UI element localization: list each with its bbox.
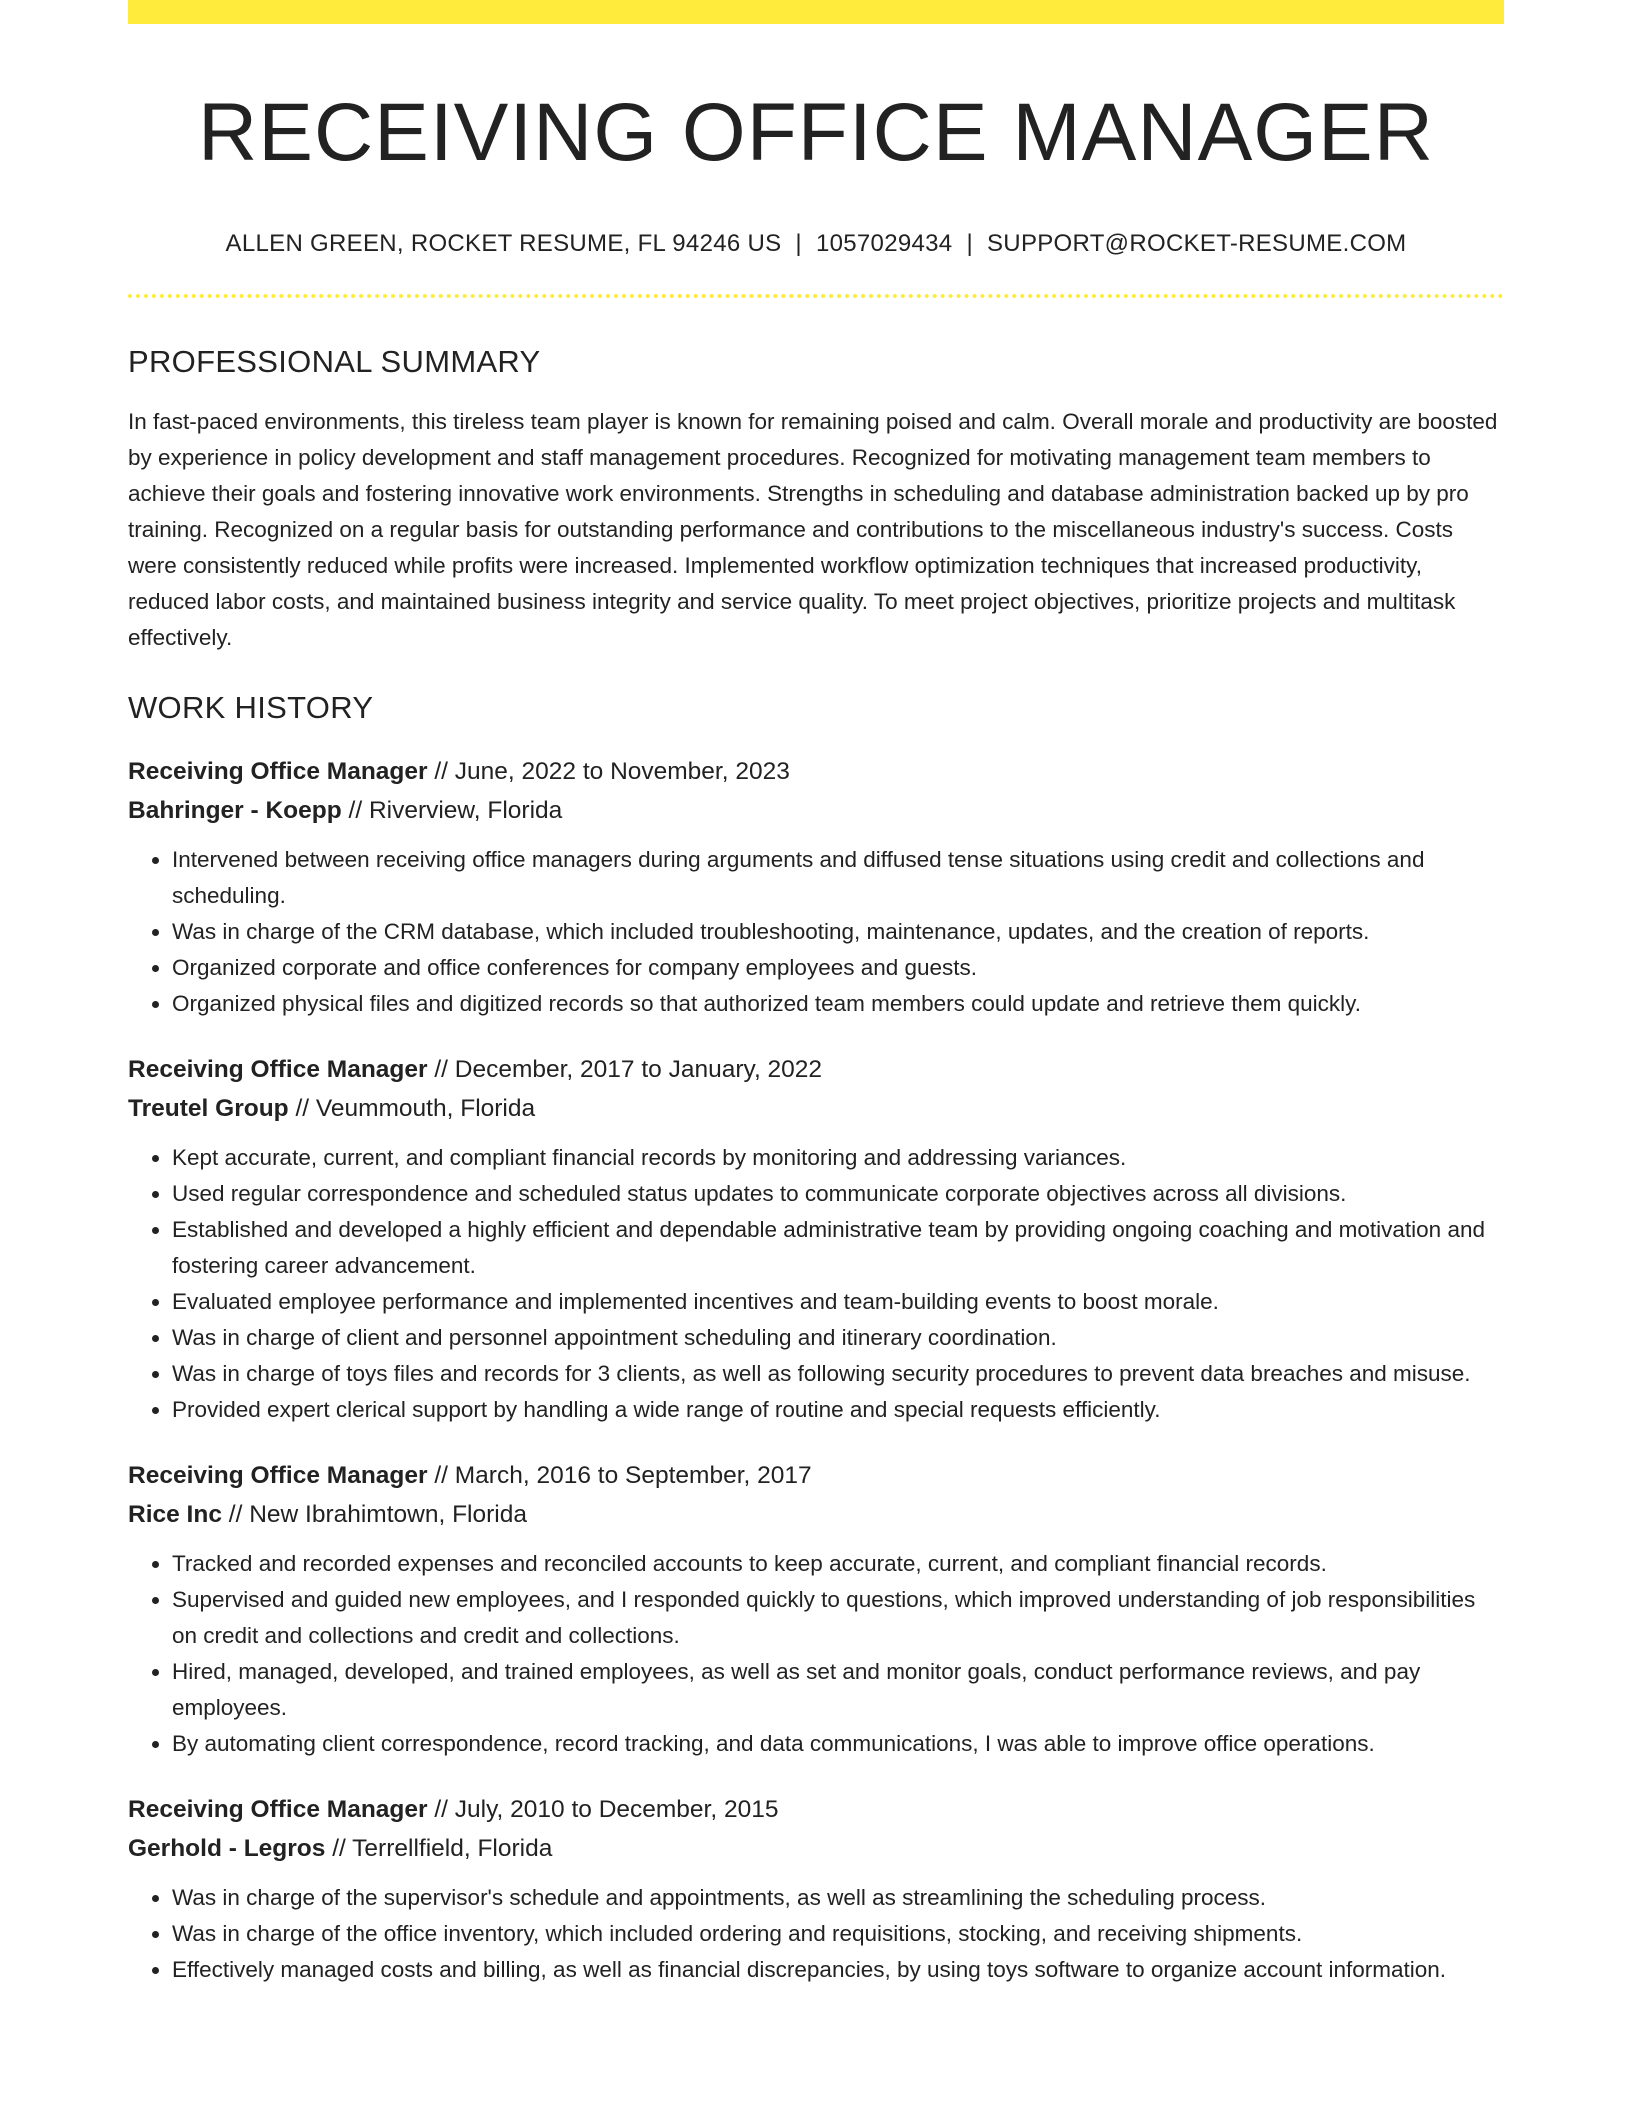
contact-phone: 1057029434: [815, 230, 953, 258]
job-company: Bahringer - Koepp: [128, 797, 342, 825]
job-dates: // July, 2010 to December, 2015: [427, 1796, 779, 1824]
job-company: Rice Inc: [128, 1501, 222, 1529]
dotted-divider: [128, 294, 1504, 298]
job-location: // Riverview, Florida: [341, 797, 563, 825]
job-bullet: • Established and developed a highly efficient and dependable administrative team by providing ongoing coaching and motivation and fostering career advancement.: [172, 1212, 1504, 1284]
summary-text: In fast-paced environments, this tireless team player is known for remaining poised and calm. Overall morale and productivity are boosted by experience in policy development and staff management procedures. Recognized for motivating management team members to achieve their goals and fostering innovative work environments. Strengths in scheduling and database administration backed up by pro training. Recognized on a regular basis for outstanding performance and contributions to the miscellaneous industry's success. Costs were consistently reduced while profits were increased. Implemented workflow optimization techniques that increased productivity, reduced labor costs, and maintained business integrity and service quality. To meet project objectives, prioritize projects and multitask effectively.: [128, 409, 1498, 651]
job-bullet: • Organized physical files and digitized records so that authorized team members could update and retrieve them quickly.: [172, 986, 1504, 1022]
job-dates: // March, 2016 to September, 2017: [427, 1462, 812, 1490]
job-bullet: • Was in charge of toys files and records for 3 clients, as well as following security procedures to prevent data breaches and misuse.: [172, 1356, 1504, 1392]
job-company-line: [128, 1089, 1504, 1128]
summary-heading: PROFESSIONAL SUMMARY: [128, 344, 541, 380]
job-title-line: [128, 1456, 1504, 1495]
job-bullet: • Provided expert clerical support by handling a wide range of routine and special requests efficiently.: [172, 1392, 1504, 1428]
work-history-heading: WORK HISTORY: [128, 690, 374, 726]
job-dates: // June, 2022 to November, 2023: [427, 758, 790, 786]
job-bullet: • Used regular correspondence and scheduled status updates to communicate corporate objectives across all divisions.: [172, 1176, 1504, 1212]
job-bullet: • Was in charge of the CRM database, which included troubleshooting, maintenance, updates, and the creation of reports.: [172, 914, 1504, 950]
job-entry: [128, 1050, 1504, 1428]
job-bullet: • Was in charge of the office inventory, which included ordering and requisitions, stocking, and receiving shipments.: [172, 1916, 1504, 1952]
job-location: // Terrellfield, Florida: [325, 1835, 553, 1863]
job-location: // New Ibrahimtown, Florida: [221, 1501, 527, 1529]
job-title-line: [128, 752, 1504, 791]
job-location: // Veummouth, Florida: [288, 1095, 536, 1123]
job-bullet: • Tracked and recorded expenses and reconciled accounts to keep accurate, current, and compliant financial records.: [172, 1546, 1504, 1582]
job-company: Treutel Group: [128, 1095, 289, 1123]
job-title-line: [128, 1790, 1504, 1829]
job-bullet: • Hired, managed, developed, and trained employees, as well as set and monitor goals, conduct performance reviews, and pay employees.: [172, 1654, 1504, 1726]
contact-address: ALLEN GREEN, ROCKET RESUME, FL 94246 US: [225, 230, 782, 258]
contact-line: [128, 230, 1504, 258]
contact-separator: |: [966, 230, 973, 258]
job-bullet: • Was in charge of the supervisor's schedule and appointments, as well as streamlining the scheduling process.: [172, 1880, 1504, 1916]
contact-email[interactable]: SUPPORT@ROCKET-RESUME.COM: [987, 230, 1407, 258]
job-bullet: • Evaluated employee performance and implemented incentives and team-building events to boost morale.: [172, 1284, 1504, 1320]
job-entry: [128, 1456, 1504, 1762]
job-title: Receiving Office Manager: [128, 1462, 428, 1490]
job-bullets: [128, 1140, 1504, 1428]
job-bullet: • Effectively managed costs and billing, as well as financial discrepancies, by using toys software to organize account information.: [172, 1952, 1504, 1988]
job-entry: [128, 752, 1504, 1022]
job-title-line: [128, 1050, 1504, 1089]
job-title: Receiving Office Manager: [128, 758, 428, 786]
job-company-line: [128, 1829, 1504, 1868]
job-dates: // December, 2017 to January, 2022: [427, 1056, 823, 1084]
job-title: Receiving Office Manager: [128, 1796, 428, 1824]
job-bullet: • Kept accurate, current, and compliant financial records by monitoring and addressing variances.: [172, 1140, 1504, 1176]
job-bullets: [128, 1546, 1504, 1762]
job-bullet: • Organized corporate and office conferences for company employees and guests.: [172, 950, 1504, 986]
job-company-line: [128, 1495, 1504, 1534]
resume-title: RECEIVING OFFICE MANAGER: [198, 87, 1434, 178]
resume-page: [128, 0, 1504, 1988]
job-company-line: [128, 791, 1504, 830]
contact-separator: |: [795, 230, 802, 258]
job-entry: [128, 1790, 1504, 1988]
job-bullet: • Intervened between receiving office managers during arguments and diffused tense situations using credit and collections and scheduling.: [172, 842, 1504, 914]
job-bullet: • Was in charge of client and personnel appointment scheduling and itinerary coordination.: [172, 1320, 1504, 1356]
job-company: Gerhold - Legros: [128, 1835, 326, 1863]
job-bullets: [128, 1880, 1504, 1988]
job-bullets: [128, 842, 1504, 1022]
accent-top-bar: [128, 0, 1504, 24]
job-bullet: • By automating client correspondence, record tracking, and data communications, I was able to improve office operations.: [172, 1726, 1504, 1762]
work-history-list: [128, 752, 1504, 1988]
job-bullet: • Supervised and guided new employees, and I responded quickly to questions, which improved understanding of job responsibilities on credit and collections and credit and collections.: [172, 1582, 1504, 1654]
job-title: Receiving Office Manager: [128, 1056, 428, 1084]
